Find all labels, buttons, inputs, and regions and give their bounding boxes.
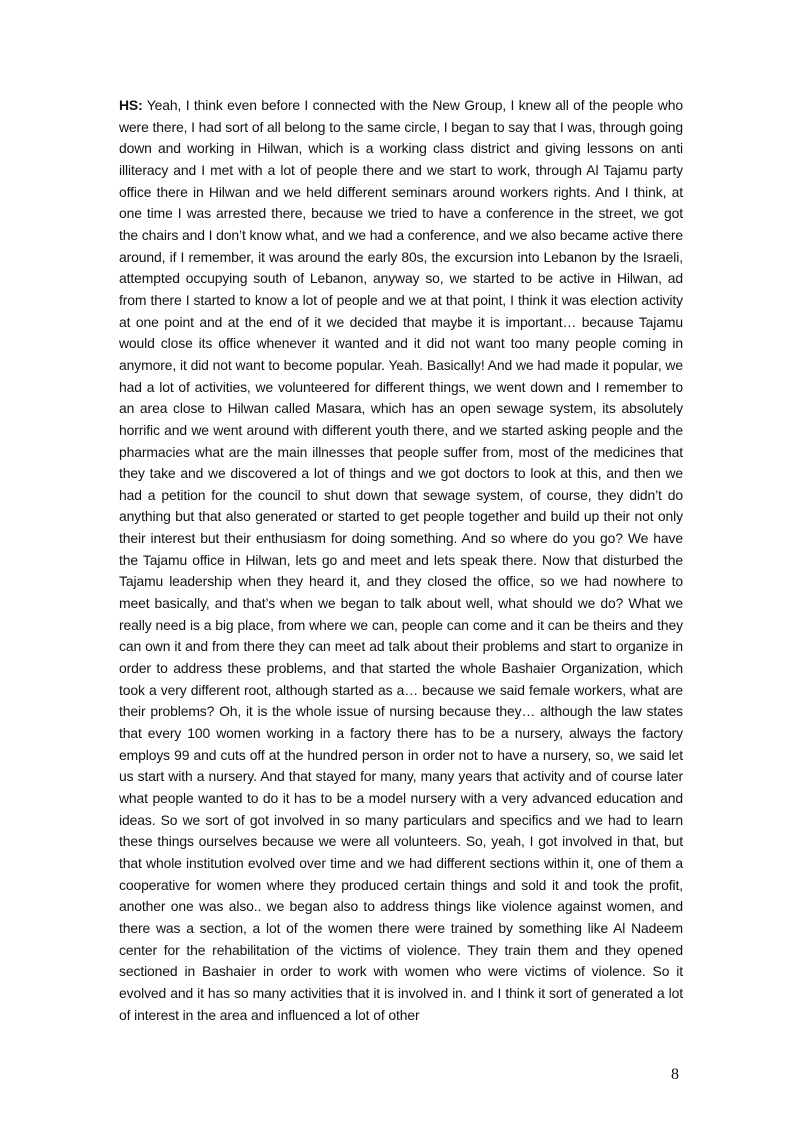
speaker-label: HS:	[119, 97, 143, 113]
transcript-text: Yeah, I think even before I connected with the New Group, I knew all of the people who were there, I had sort of all belong to the same circle, I began to say that I was, through going down and working in Hilwan, which is a working class district and giving lessons on anti illiteracy and I met with a lot of people there and we start to work, through Al Tajamu party office there in Hilwan and we held different seminars around workers rights. And I think, at one time I was arrested there, because we tried to have a conference in the street, we got the chairs and I don’t know what, and we had a conference, and we also became active there around, if I remember, it was around the early 80s, the excursion into Lebanon by the Israeli, attempted occupying south of Lebanon, anyway so, we started to be active in Hilwan, ad from there I started to know a lot of people and we at that point, I think it was election activity at one point and at the end of it we decided that maybe it is important… because Tajamu would close its office whenever it wanted and it did not want too many people coming in anymore, it did not want to become popular. Yeah. Basically! And we had made it popular, we had a lot of activities, we volunteered for different things, we went down and I remember to an area close to Hilwan called Masara, which has an open sewage system, its absolutely horrific and we went around with different youth there, and we started asking people and the pharmacies what are the main illnesses that people suffer from, most of the medicines that they take and we discovered a lot of things and we got doctors to look at this, and then we had a petition for the council to shut down that sewage system, of course, they didn’t do anything but that also generated or started to get people together and build up their not only their interest but their enthusiasm for doing something. And so where do you go? We have the Tajamu office in Hilwan, lets go and meet and lets speak there. Now that disturbed the Tajamu leadership when they heard it, and they closed the office, so we had nowhere to meet basically, and that’s when we began to talk about well, what should we do? What we really need is a big place, from where we can, people can come and it can be theirs and they can own it and from there they can meet ad talk about their problems and start to organize in order to address these problems, and that started the whole Bashaier Organization, which took a very different root, although started as a… because we said female workers, what are their problems? Oh, it is the whole issue of nursing because they… although the law states that every 100 women working in a factory there has to be a nursery, always the factory employs 99 and cuts off at the hundred person in order not to have a nursery, so, we said let us start with a nursery. And that stayed for many, many years that activity and of course later what people wanted to do it has to be a model nursery with a very advanced education and ideas. So we sort of got involved in so many particulars and specifics and we had to learn these things ourselves because we were all volunteers. So, yeah, I got involved in that, but that whole institution evolved over time and we had different sections within it, one of them a cooperative for women where they produced certain things and sold it and took the profit, another one was also.. we began also to address things like violence against women, and there was a section, a lot of the women there were trained by something like Al Nadeem center for the rehabilitation of the victims of violence. They train them and they opened sectioned in Bashaier in order to work with women who were victims of violence. So it evolved and it has so many activities that it is involved in. and I think it sort of generated a lot of interest in the area and influenced a lot of other	[119, 97, 684, 1023]
transcript-paragraph	[119, 95, 683, 1026]
page-number: 8	[671, 1066, 679, 1083]
